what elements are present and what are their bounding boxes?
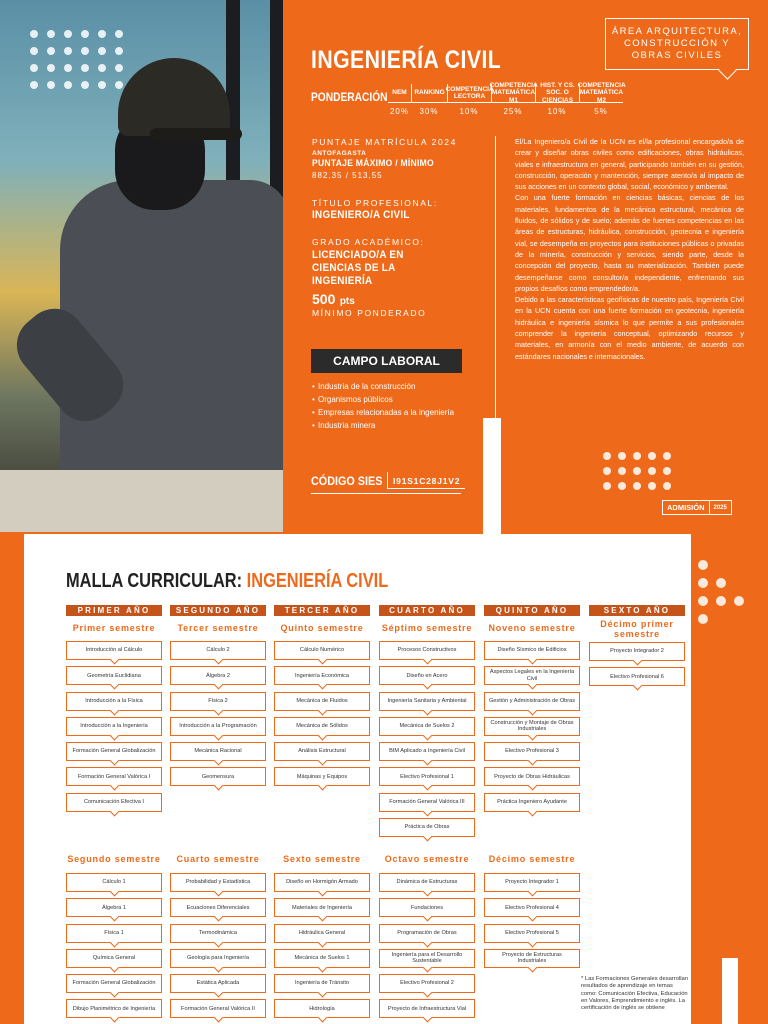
course-box: Dinámica de Estructuras bbox=[379, 873, 475, 892]
campo-laboral-title: CAMPO LABORAL bbox=[311, 349, 462, 373]
course-box: Electivo Profesional 3 bbox=[484, 742, 580, 761]
course-box: Procesos Constructivos bbox=[379, 641, 475, 660]
course-box: Diseño Sísmico de Edificios bbox=[484, 641, 580, 660]
decor-dots-right bbox=[698, 560, 744, 624]
course-box: Mecánica de Suelos 1 bbox=[274, 949, 370, 968]
column-quinto-ano bbox=[484, 605, 580, 818]
column-sexto-semestre bbox=[274, 854, 370, 1024]
divider bbox=[495, 136, 496, 418]
course-box: Proyecto de Estructuras Industriales bbox=[484, 949, 580, 968]
grado-label: GRADO ACADÉMICO: bbox=[312, 237, 425, 247]
course-box: Introducción a la Física bbox=[66, 692, 162, 711]
sies-code: I91S1C28J1V2 bbox=[387, 472, 465, 489]
course-box: Mecánica de Suelos 2 bbox=[379, 717, 475, 736]
description-paragraph: Con una fuerte formación en ciencias básicas, ciencias de los materiales, fundamentos de la mecánica estructural, mecánica de fluidos, de sólidos y de suelo; además de fuertes competencias en las áreas de estructuras, hidráulica, construcción, geotecnia e ingeniería vial, se desempeña en proyectos para instituciones públicas o privadas de la minería, construcción y servicios, siendo parte, desde la concepción del proyecto, hasta su materialización. También puede desempeñarse como consultor/a independiente, enfrentando sus propios desafíos como emprendedor/a. bbox=[515, 193, 744, 293]
puntaje-label: PUNTAJE MATRÍCULA 2024 bbox=[312, 137, 457, 147]
pts-value bbox=[312, 291, 355, 309]
course-box: Álgebra 2 bbox=[170, 666, 266, 685]
course-box: Proyecto de Obras Hidráulicas bbox=[484, 767, 580, 786]
course-box: Formación General Valórica III bbox=[379, 793, 475, 812]
course-box: Práctica Ingeniero Ayudante bbox=[484, 793, 580, 812]
course-box: Estática Aplicada bbox=[170, 974, 266, 993]
column-octavo-semestre bbox=[379, 854, 475, 1024]
semester-label: Cuarto semestre bbox=[176, 854, 260, 864]
pts-unit: pts bbox=[339, 296, 355, 307]
column-cuarto-semestre bbox=[170, 854, 266, 1024]
course-box: Máquinas y Equipos bbox=[274, 767, 370, 786]
course-box: Termodinámica bbox=[170, 924, 266, 943]
course-box: Diseño en Acero bbox=[379, 666, 475, 685]
course-box: Mecánica Racional bbox=[170, 742, 266, 761]
column-sexto-ano bbox=[589, 605, 685, 693]
course-box: Geomensura bbox=[170, 767, 266, 786]
divider bbox=[311, 493, 461, 494]
course-box: Proyecto Integrador 2 bbox=[589, 642, 685, 661]
malla-title-highlight: INGENIERÍA CIVIL bbox=[246, 570, 389, 592]
column-cuarto-ano bbox=[379, 605, 475, 843]
year-header: CUARTO AÑO bbox=[379, 605, 475, 616]
malla-title bbox=[66, 570, 388, 593]
course-box: Electivo Profesional 2 bbox=[379, 974, 475, 993]
malla-title-prefix: MALLA CURRICULAR: bbox=[66, 570, 247, 592]
semester-label: Primer semestre bbox=[72, 623, 156, 633]
ponderacion-col: COMPETENCIA MATEMÁTICA M1 25% bbox=[489, 81, 538, 116]
course-box: Comunicación Efectiva I bbox=[66, 793, 162, 812]
course-box: Ingeniería para el Desarrollo Sustentable bbox=[379, 949, 475, 968]
semester-label: Octavo semestre bbox=[384, 854, 470, 864]
course-box: Formación General Globalización bbox=[66, 742, 162, 761]
description-paragraph: El/La Ingeniero/a Civil de la UCN es el/la profesional encargado/a de crear y diseñar obras civiles como edificaciones, obras hidráulicas, viales e infraestructura en general, participando también en su gestión, construcción, operación y mantención, siempre atento/a al impacto de sus acciones en un contexto global, social, económico y ambiental. bbox=[515, 137, 744, 192]
course-box: Electivo Profesional 5 bbox=[484, 924, 580, 943]
course-box: Química General bbox=[66, 949, 162, 968]
year-header: SEGUNDO AÑO bbox=[170, 605, 266, 616]
column-primer-ano bbox=[66, 605, 162, 818]
list-item: • Industria de la construcción bbox=[312, 382, 472, 392]
course-box: Gestión y Administración de Obras bbox=[484, 692, 580, 711]
formacion-general-note: * Las Formaciones Generales desarrollan resultados de aprendizaje en temas como: Comunicación Efectiva, Educación en Valores, Emprendimiento e inglés. La certificación de inglés se obtiene bbox=[581, 976, 688, 1012]
course-box: Formación General Globalización bbox=[66, 974, 162, 993]
course-box: Geometría Euclidiana bbox=[66, 666, 162, 685]
semester-label: Quinto semestre bbox=[280, 623, 364, 633]
decor-dots-top bbox=[30, 30, 123, 89]
ponderacion-table bbox=[388, 81, 626, 116]
sede-label: ANTOFAGASTA bbox=[312, 150, 367, 157]
column-segundo-ano bbox=[170, 605, 266, 793]
year-header: PRIMER AÑO bbox=[66, 605, 162, 616]
helmet-icon bbox=[118, 58, 230, 136]
titulo-value: INGENIERO/A CIVIL bbox=[312, 209, 410, 221]
course-box: Cálculo Numérico bbox=[274, 641, 370, 660]
area-callout: ÁREA ARQUITECTURA, CONSTRUCCIÓN Y OBRAS CIVILES bbox=[605, 18, 749, 70]
titulo-label: TÍTULO PROFESIONAL: bbox=[312, 198, 438, 208]
list-item: • Empresas relacionadas a la ingeniería bbox=[312, 408, 472, 418]
list-item: • Industria minera bbox=[312, 421, 472, 431]
decor-bar bbox=[722, 958, 738, 1024]
page-title: INGENIERÍA CIVIL bbox=[311, 46, 502, 74]
course-box: Aspectos Legales en la Ingeniería Civil bbox=[484, 666, 580, 685]
pts-number: 500 bbox=[312, 291, 336, 307]
ponderacion-col: NEM 20% bbox=[388, 84, 411, 116]
course-box: Mecánica de Fluidos bbox=[274, 692, 370, 711]
course-box: Proyecto de Infraestructura Vial bbox=[379, 999, 475, 1018]
description-paragraph: Debido a las características geofísicas de nuestro país, Ingeniería Civil en la UCN cuenta con una fuerte formación en geotecnia, ingeniería hidráulica e ingeniería sísmica lo que permite a sus profesionales comprender la ingeniería conceptual, optimizando recursos y materiales, en armonía con el medio ambiente, de acuerdo con estándares nacionales e internacionales. bbox=[515, 295, 744, 361]
puntaje-sub: PUNTAJE MÁXIMO / MÍNIMO bbox=[312, 158, 434, 169]
course-box: Dibujo Planimétrico de Ingeniería bbox=[66, 999, 162, 1018]
year-header: QUINTO AÑO bbox=[484, 605, 580, 616]
course-box: Introducción a la Ingeniería bbox=[66, 717, 162, 736]
decor-dots-mid bbox=[603, 452, 671, 490]
course-box: BIM Aplicado a Ingeniería Civil bbox=[379, 742, 475, 761]
course-box: Ingeniería Económica bbox=[274, 666, 370, 685]
course-box: Ecuaciones Diferenciales bbox=[170, 898, 266, 917]
ponderacion-col: COMPETENCIA MATEMÁTICA M2 5% bbox=[577, 81, 626, 116]
semester-label: Segundo semestre bbox=[67, 854, 161, 864]
year-header: SEXTO AÑO bbox=[589, 605, 685, 616]
column-tercer-ano bbox=[274, 605, 370, 793]
ponderacion-label: PONDERACIÓN bbox=[311, 90, 388, 104]
course-box: Probabilidad y Estadística bbox=[170, 873, 266, 892]
ponderacion-col: HIST. Y CS. SOC. O CIENCIAS 10% bbox=[535, 84, 579, 116]
semester-label: Noveno semestre bbox=[488, 623, 576, 633]
pts-label: MÍNIMO PONDERADO bbox=[312, 308, 427, 318]
person-shirt bbox=[60, 180, 283, 480]
helmet-brim bbox=[150, 128, 242, 140]
course-box: Hidrología bbox=[274, 999, 370, 1018]
column-segundo-semestre bbox=[66, 854, 162, 1024]
course-box: Introducción al Cálculo bbox=[66, 641, 162, 660]
sies-label: CÓDIGO SIES bbox=[311, 474, 383, 488]
course-box: Programación de Obras bbox=[379, 924, 475, 943]
course-box: Cálculo 1 bbox=[66, 873, 162, 892]
course-box: Práctica de Obras bbox=[379, 818, 475, 837]
course-box: Hidráulica General bbox=[274, 924, 370, 943]
course-box: Ingeniería Sanitaria y Ambiental bbox=[379, 692, 475, 711]
admision-badge bbox=[662, 500, 732, 515]
course-box: Formación General Valórica II bbox=[170, 999, 266, 1018]
course-box: Electivo Profesional 6 bbox=[589, 667, 685, 686]
column-decimo-semestre bbox=[484, 854, 580, 974]
course-box: Física 1 bbox=[66, 924, 162, 943]
puntaje-value: 882,35 / 513,55 bbox=[312, 171, 383, 180]
course-box: Mecánica de Sólidos bbox=[274, 717, 370, 736]
decor-bar bbox=[483, 418, 501, 534]
ponderacion-col: RANKING 30% bbox=[411, 84, 447, 116]
malla-curricular-panel bbox=[24, 534, 691, 1024]
course-box: Ingeniería de Tránsito bbox=[274, 974, 370, 993]
admision-year: 2025 bbox=[713, 504, 727, 511]
list-item: • Organismos públicos bbox=[312, 395, 472, 405]
semester-label: Séptimo semestre bbox=[381, 623, 473, 633]
course-box: Fundaciones bbox=[379, 898, 475, 917]
admision-label: ADMISIÓN bbox=[663, 501, 710, 514]
course-box: Cálculo 2 bbox=[170, 641, 266, 660]
course-box: Construcción y Montaje de Obras Industriales bbox=[484, 717, 580, 736]
course-box: Física 2 bbox=[170, 692, 266, 711]
course-box: Análisis Estructural bbox=[274, 742, 370, 761]
course-box: Álgebra 1 bbox=[66, 898, 162, 917]
campo-laboral-list bbox=[312, 382, 472, 434]
course-box: Electivo Profesional 1 bbox=[379, 767, 475, 786]
grado-value: LICENCIADO/A EN CIENCIAS DE LA INGENIERÍA bbox=[312, 249, 404, 287]
course-box: Proyecto Integrador 1 bbox=[484, 873, 580, 892]
course-box: Introducción a la Programación bbox=[170, 717, 266, 736]
semester-label: Décimo primer semestre bbox=[600, 618, 674, 639]
course-box: Materiales de Ingeniería bbox=[274, 898, 370, 917]
course-box: Formación General Valórica I bbox=[66, 767, 162, 786]
semester-label: Tercer semestre bbox=[177, 623, 259, 633]
course-box: Electivo Profesional 4 bbox=[484, 898, 580, 917]
blueprint-paper bbox=[0, 470, 283, 532]
ponderacion-col: COMPETENCIA LECTORA 10% bbox=[445, 85, 494, 116]
year-header: TERCER AÑO bbox=[274, 605, 370, 616]
semester-label: Décimo semestre bbox=[488, 854, 576, 864]
course-box: Diseño en Hormigón Armado bbox=[274, 873, 370, 892]
semester-label: Sexto semestre bbox=[283, 854, 361, 864]
career-description bbox=[515, 136, 744, 362]
course-box: Geología para Ingeniería bbox=[170, 949, 266, 968]
